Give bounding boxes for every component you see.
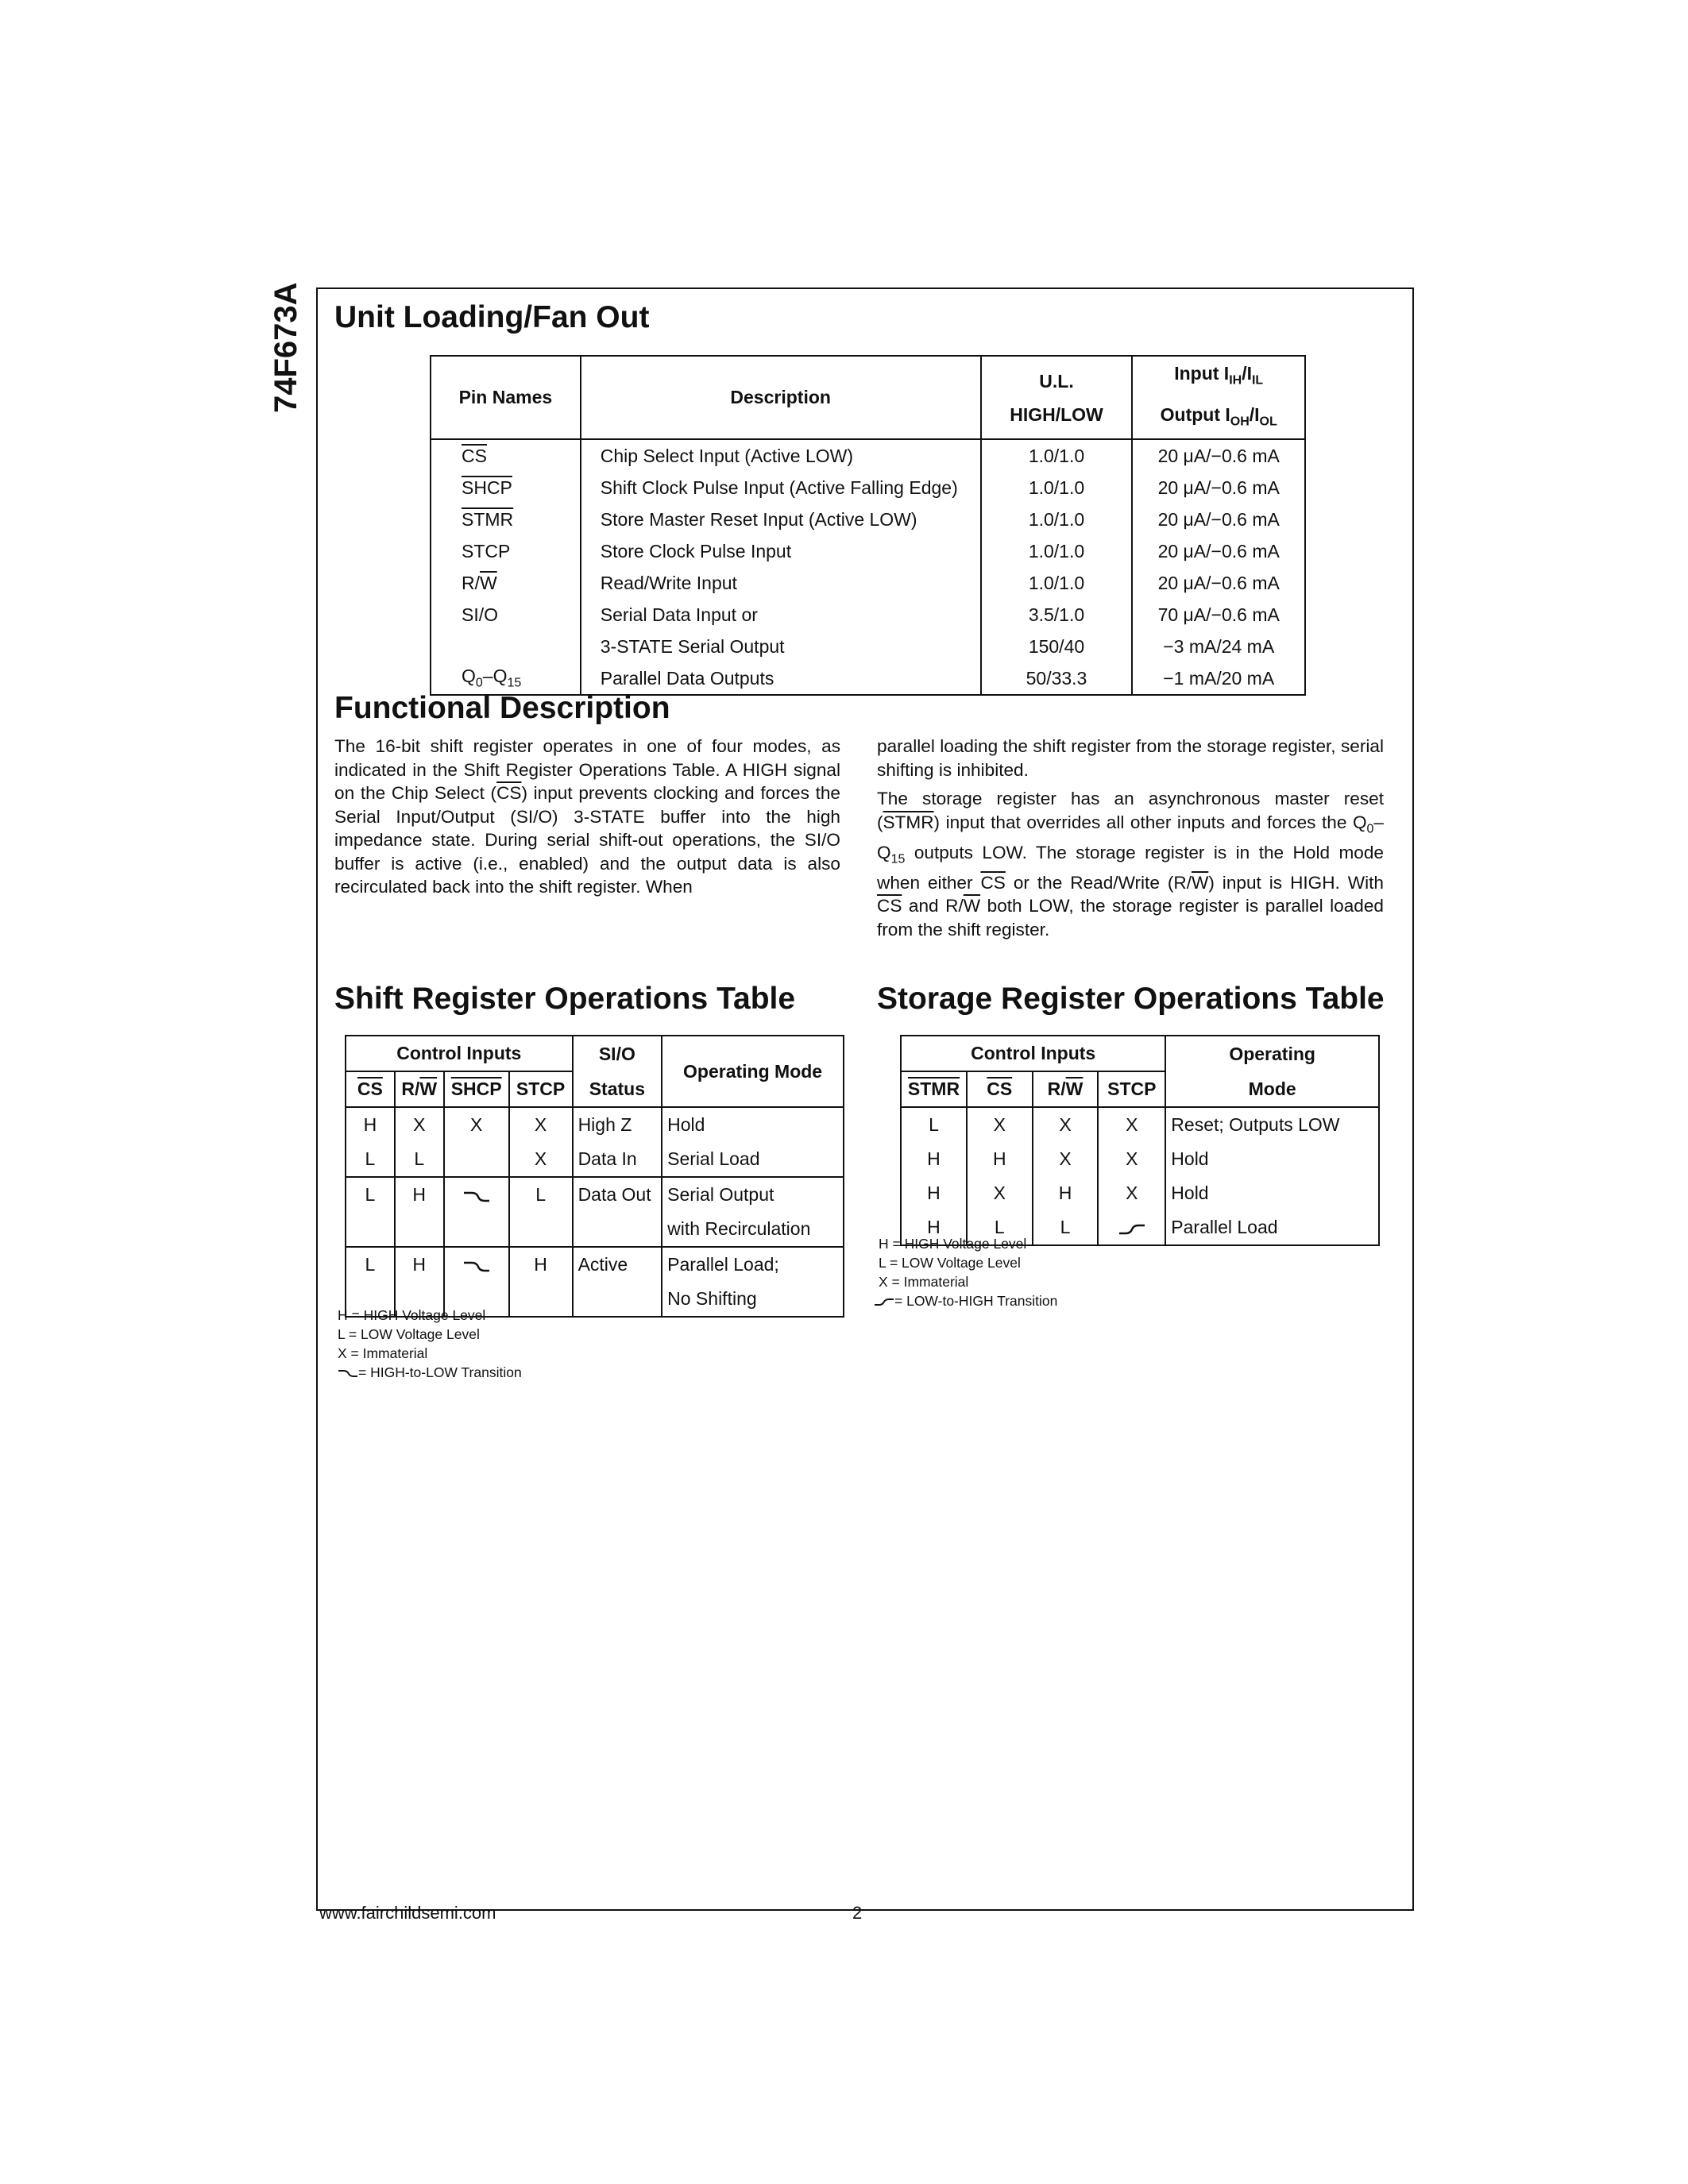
table-row: $Q_0-Q_{15}$ Parallel Data Outputs 50/33.3 −1 mA/20 mA [431, 662, 1305, 695]
header-pin-names: Pin Names [431, 356, 581, 439]
storage-table-title: Storage Register Operations Table [877, 982, 1385, 1016]
table-row: L H H Active Parallel Load; [346, 1247, 844, 1282]
shift-status-header: Status [573, 1071, 662, 1107]
col-stcp: STCP [1098, 1071, 1165, 1107]
falling-edge-icon [444, 1247, 509, 1282]
table-row: H L L Parallel Load [901, 1210, 1379, 1245]
storage-register-table [900, 1035, 1380, 1246]
rising-edge-icon [874, 1296, 894, 1307]
page-number: 2 [852, 1903, 863, 1923]
header-io: Input $I_{IH}/I_{IL}$ Output $I_{OH}/I_{OL}$ [1132, 356, 1305, 439]
footer-url: www.fairchildsemi.com [319, 1903, 496, 1923]
col-stcp: STCP [509, 1071, 573, 1107]
col-cs: $\overline{CS}$ [967, 1071, 1033, 1107]
table-row: SI/O Serial Data Input or 3.5/1.0 70 μA/−0.6 mA [431, 599, 1305, 631]
shift-mode-header: Operating Mode [662, 1036, 844, 1107]
table-row: $R/\overline{W}$ Read/Write Input 1.0/1.0 20 μA/−0.6 mA [431, 567, 1305, 599]
table-row: L X X X Reset; Outputs LOW [901, 1107, 1379, 1142]
part-number-vertical: 74F673A [268, 282, 303, 413]
header-ul: U.L. HIGH/LOW [981, 356, 1133, 439]
table-row: STCP Store Clock Pulse Input 1.0/1.0 20 μA/−0.6 mA [431, 535, 1305, 567]
table-row: H X H X Hold [901, 1176, 1379, 1210]
storage-control-inputs-header: Control Inputs [901, 1036, 1165, 1071]
table-row: SHCP Shift Clock Pulse Input (Active Falling Edge) 1.0/1.0 20 μA/−0.6 mA [431, 472, 1305, 504]
col-rw: $R/\overline{W}$ [395, 1071, 444, 1107]
col-cs: $\overline{CS}$ [346, 1071, 395, 1107]
falling-edge-icon [338, 1368, 358, 1379]
table-row: STMR Store Master Reset Input (Active LOW) 1.0/1.0 20 μA/−0.6 mA [431, 504, 1305, 535]
storage-mode-header: Operating [1165, 1036, 1379, 1071]
table-row: L H L Data Out Serial Output [346, 1177, 844, 1212]
functional-description-title: Functional Description [334, 691, 670, 725]
shift-table-title: Shift Register Operations Table [334, 982, 796, 1016]
functional-right-paragraph-1: parallel loading the shift register from the storage register, serial shifting is inhibited. [877, 736, 1384, 780]
header-description: Description [581, 356, 981, 439]
unit-loading-title: Unit Loading/Fan Out [334, 300, 650, 334]
shift-sio-header: SI/O [573, 1036, 662, 1071]
falling-edge-icon [444, 1177, 509, 1212]
shift-control-inputs-header: Control Inputs [346, 1036, 573, 1071]
storage-legend: H = HIGH Voltage Level L = LOW Voltage Level X = Immaterial = LOW-to-HIGH Transition [874, 1234, 1057, 1310]
table-row: L L X Data In Serial Load [346, 1142, 844, 1177]
functional-right-text [877, 735, 1384, 941]
table-row: H H X X Hold [901, 1142, 1379, 1176]
shift-legend: H = HIGH Voltage Level L = LOW Voltage Level X = Immaterial = HIGH-to-LOW Transition [338, 1307, 522, 1380]
shift-register-table [345, 1035, 844, 1318]
col-stmr: STMR [901, 1071, 967, 1107]
storage-mode-header-2: Mode [1165, 1071, 1379, 1107]
table-row: H X X X High Z Hold [346, 1107, 844, 1142]
table-row: with Recirculation [346, 1212, 844, 1247]
col-shcp: SHCP [444, 1071, 509, 1107]
table-row: $\overline{CS}$ Chip Select Input (Active LOW) 1.0/1.0 20 μA/−0.6 mA [431, 439, 1305, 472]
functional-right-paragraph-2: The storage register has an asynchronous master reset (STMR) input that overrides all other inputs and forces the $Q_0-Q_{15}$ outputs LOW. The storage register is in the Hold mode when either $\overline{CS}$ or the Read/Write $(R/\overline{W})$ input is HIGH. With $\overline{CS}$ and $R/\overline{W}$ both LOW, the storage register is parallel loaded from the shift register. [877, 789, 1384, 940]
functional-left-paragraph: The 16-bit shift register operates in one of four modes, as indicated in the Shift Register Operations Table. A HIGH signal on the Chip Select $(\overline{CS})$ input prevents clocking and forces the Serial Input/Output (SI/O) 3-STATE buffer into the high impedance state. During serial shift-out operations, the SI/O buffer is active (i.e., enabled) and the output data is also recirculated back into the shift register. When [334, 736, 840, 897]
table-row: 3-STATE Serial Output 150/40 −3 mA/24 mA [431, 631, 1305, 662]
unit-loading-table [430, 355, 1306, 696]
rising-edge-icon [1098, 1210, 1165, 1245]
col-rw: $R/\overline{W}$ [1033, 1071, 1099, 1107]
table-row: No Shifting [346, 1282, 844, 1317]
